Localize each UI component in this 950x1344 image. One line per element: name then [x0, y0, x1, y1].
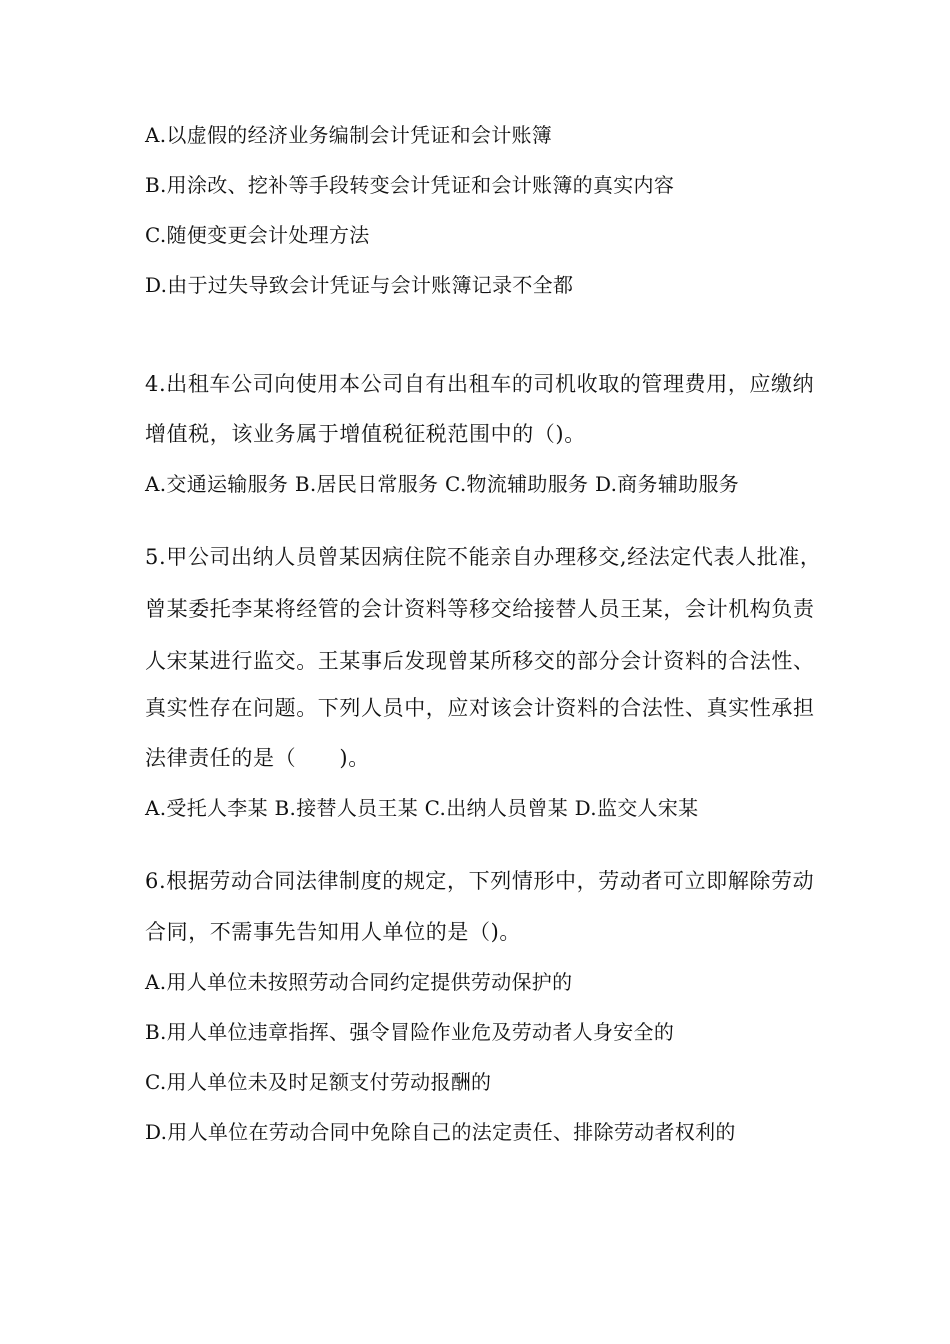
q5-stem-line-3: 人宋某进行监交。王某事后发现曾某所移交的部分会计资料的合法性、 [145, 649, 815, 673]
q3-option-c: C.随便变更会计处理方法 [145, 223, 370, 247]
q4-options: A.交通运输服务 B.居民日常服务 C.物流辅助服务 D.商务辅助服务 [145, 472, 740, 496]
q4-stem-line-1: 4.出租车公司向使用本公司自有出租车的司机收取的管理费用，应缴纳 [145, 372, 815, 396]
q6-option-d: D.用人单位在劳动合同中免除自己的法定责任、排除劳动者权利的 [145, 1120, 736, 1144]
q3-option-a: A.以虚假的经济业务编制会计凭证和会计账簿 [145, 123, 553, 147]
q5-stem-line-1: 5.甲公司出纳人员曾某因病住院不能亲自办理移交,经法定代表人批准， [145, 545, 822, 569]
q6-option-b: B.用人单位违章指挥、强令冒险作业危及劳动者人身安全的 [145, 1020, 675, 1044]
q4-stem-line-2: 增值税，该业务属于增值税征税范围中的（)。 [145, 422, 586, 446]
q5-stem-line-4: 真实性存在问题。下列人员中，应对该会计资料的合法性、真实性承担 [145, 696, 815, 720]
q3-option-b: B.用涂改、挖补等手段转变会计凭证和会计账簿的真实内容 [145, 173, 675, 197]
q5-stem-line-2: 曾某委托李某将经管的会计资料等移交给接替人员王某，会计机构负责 [145, 597, 815, 621]
q6-stem-line-2: 合同，不需事先告知用人单位的是（)。 [145, 920, 521, 944]
q3-option-d: D.由于过失导致会计凭证与会计账簿记录不全都 [145, 273, 574, 297]
q6-stem-line-1: 6.根据劳动合同法律制度的规定，下列情形中，劳动者可立即解除劳动 [145, 869, 815, 893]
q6-option-a: A.用人单位未按照劳动合同约定提供劳动保护的 [145, 970, 573, 994]
q6-option-c: C.用人单位未及时足额支付劳动报酬的 [145, 1070, 492, 1094]
q5-stem-line-5: 法律责任的是（ )。 [145, 746, 370, 770]
q5-options: A.受托人李某 B.接替人员王某 C.出纳人员曾某 D.监交人宋某 [145, 796, 699, 820]
